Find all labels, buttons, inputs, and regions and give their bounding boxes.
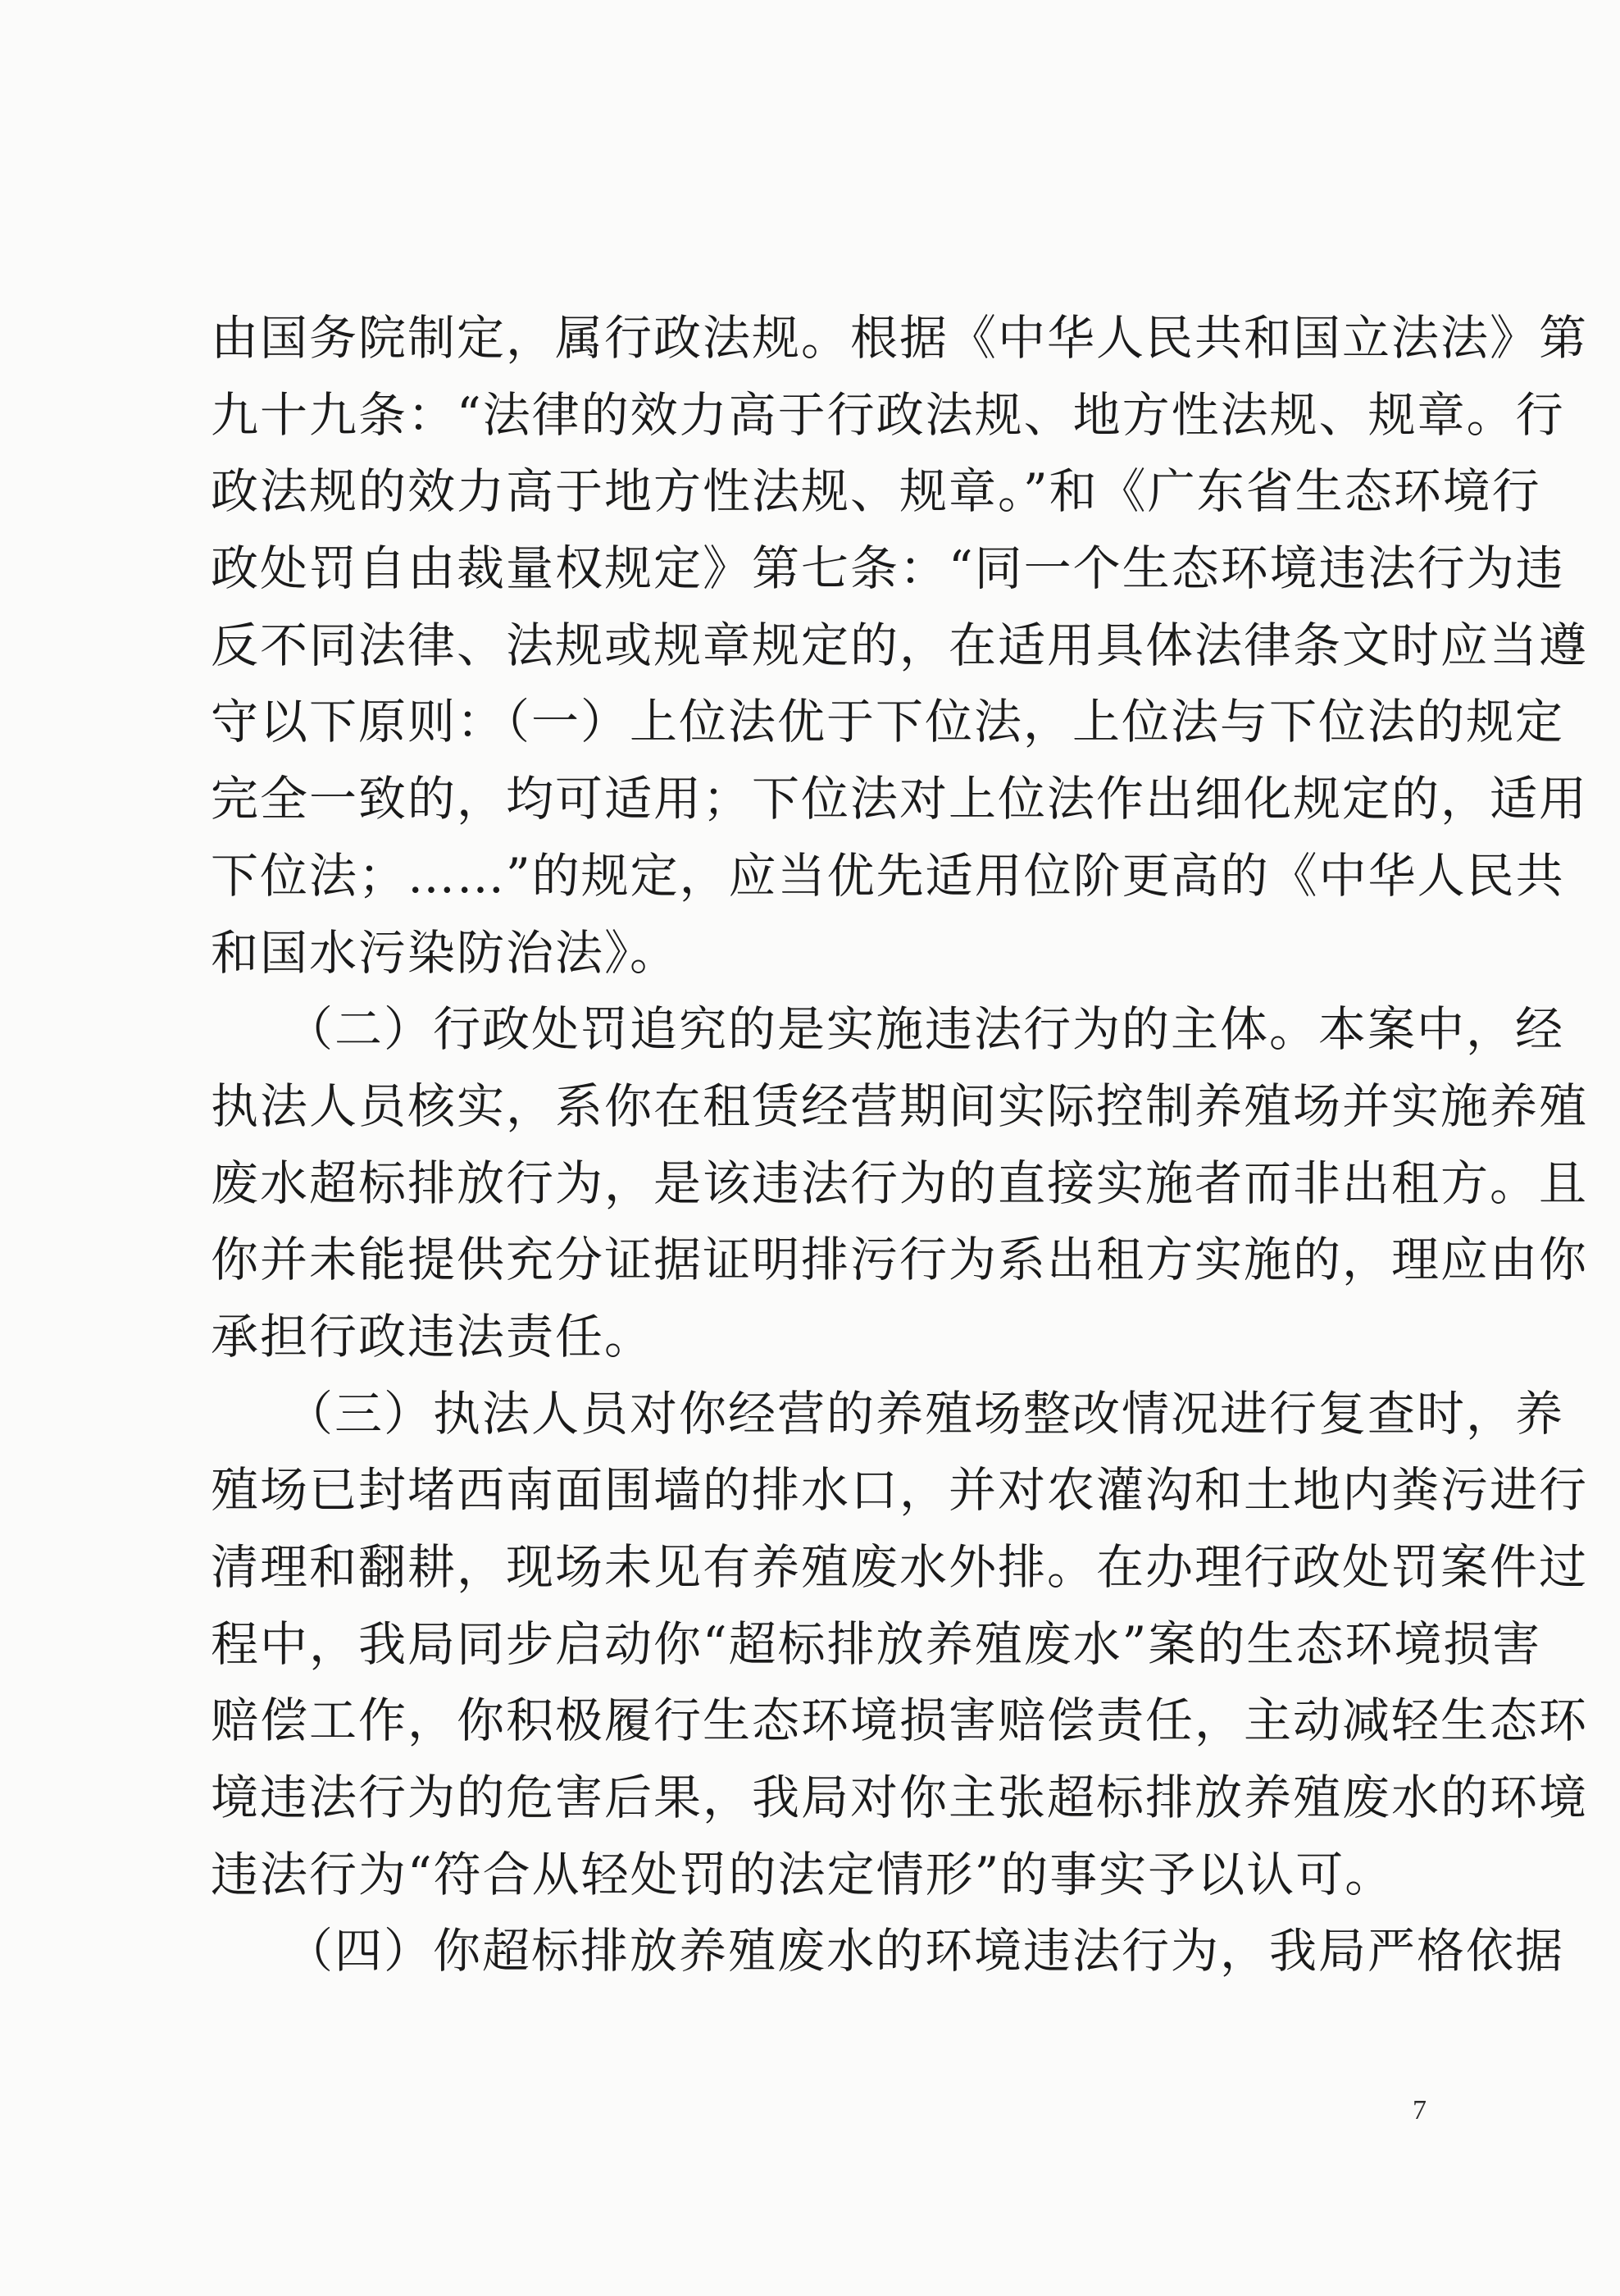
text-line: 由国务院制定，属行政法规。根据《中华人民共和国立法法》第 bbox=[211, 310, 1589, 366]
text-line: 境违法行为的危害后果，我局对你主张超标排放养殖废水的环境 bbox=[211, 1770, 1589, 1826]
text-line: 殖场已封堵西南面围墙的排水口，并对农灌沟和土地内粪污进行 bbox=[211, 1462, 1589, 1519]
document-body bbox=[211, 300, 1589, 1990]
text-line: 承担行政违法责任。 bbox=[211, 1308, 654, 1364]
text-line: 违法行为“符合从轻处罚的法定情形”的事实予以认可。 bbox=[211, 1846, 1395, 1902]
text-line: 政处罚自由裁量权规定》第七条：“同一个生态环境违法行为违 bbox=[211, 540, 1565, 597]
text-line: 下位法；……”的规定，应当优先适用位阶更高的《中华人民共 bbox=[211, 847, 1565, 904]
text-line: （四）你超标排放养殖废水的环境违法行为，我局严格依据 bbox=[211, 1923, 1565, 1979]
text-line: （二）行政处罚追究的是实施违法行为的主体。本案中，经 bbox=[211, 1001, 1565, 1058]
page-number: 7 bbox=[1413, 2095, 1427, 2125]
text-line: 清理和翻耕，现场未见有养殖废水外排。在办理行政处罚案件过 bbox=[211, 1539, 1589, 1595]
text-line: 赔偿工作，你积极履行生态环境损害赔偿责任，主动减轻生态环 bbox=[211, 1692, 1589, 1749]
text-line: 政法规的效力高于地方性法规、规章。”和《广东省生态环境行 bbox=[211, 463, 1541, 520]
text-line: （三）执法人员对你经营的养殖场整改情况进行复查时，养 bbox=[211, 1385, 1565, 1442]
text-line: 和国水污染防治法》。 bbox=[211, 924, 680, 981]
text-line: 你并未能提供充分证据证明排污行为系出租方实施的，理应由你 bbox=[211, 1232, 1589, 1288]
text-line: 完全一致的，均可适用；下位法对上位法作出细化规定的，适用 bbox=[211, 771, 1589, 827]
text-line: 反不同法律、法规或规章规定的，在适用具体法律条文时应当遵 bbox=[211, 617, 1589, 673]
text-line: 废水超标排放行为，是该违法行为的直接实施者而非出租方。且 bbox=[211, 1155, 1589, 1211]
text-line: 守以下原则：（一）上位法优于下位法，上位法与下位法的规定 bbox=[211, 694, 1565, 750]
text-line: 执法人员核实，系你在租赁经营期间实际控制养殖场并实施养殖 bbox=[211, 1077, 1589, 1134]
text-line: 九十九条：“法律的效力高于行政法规、地方性法规、规章。行 bbox=[211, 386, 1565, 443]
text-line: 程中，我局同步启动你“超标排放养殖废水”案的生态环境损害 bbox=[211, 1615, 1542, 1672]
